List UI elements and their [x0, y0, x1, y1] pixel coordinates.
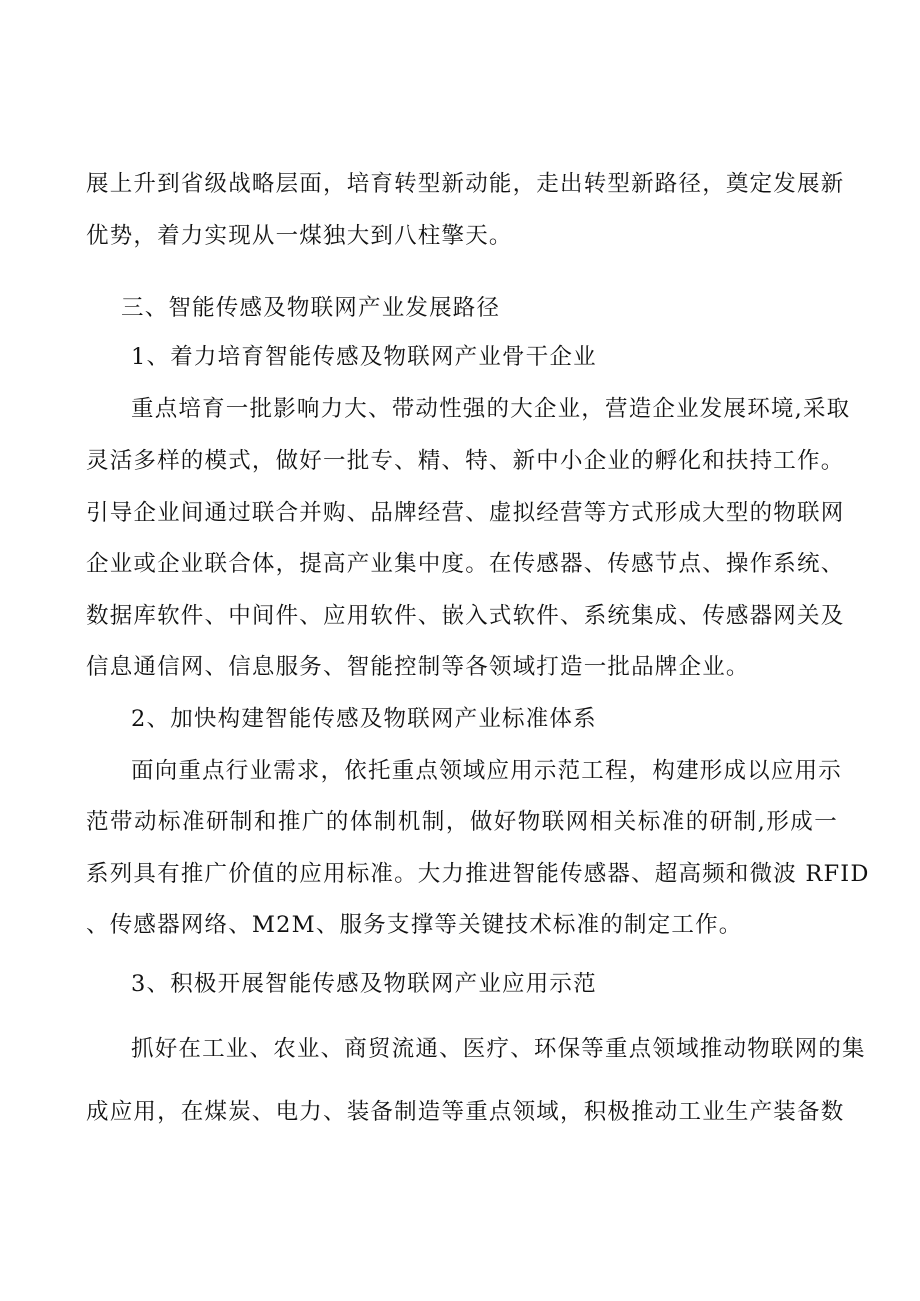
- paragraph-line: 灵活多样的模式，做好一批专、精、特、新中小企业的孵化和扶持工作。: [86, 448, 845, 474]
- paragraph-line: 数据库软件、中间件、应用软件、嵌入式软件、系统集成、传感器网关及: [86, 603, 845, 629]
- paragraph-line: 展上升到省级战略层面，培育转型新动能，走出转型新路径，奠定发展新: [86, 171, 845, 197]
- subsection-heading: 2、加快构建智能传感及物联网产业标准体系: [131, 706, 597, 732]
- paragraph-line: 系列具有推广价值的应用标准。大力推进智能传感器、超高频和微波 RFID: [86, 861, 870, 887]
- paragraph-line: 企业或企业联合体，提高产业集中度。在传感器、传感节点、操作系统、: [86, 551, 845, 577]
- paragraph-line: 引导企业间通过联合并购、品牌经营、虚拟经营等方式形成大型的物联网: [86, 500, 845, 526]
- paragraph-line: 抓好在工业、农业、商贸流通、医疗、环保等重点领域推动物联网的集: [131, 1036, 866, 1062]
- paragraph-line: 成应用，在煤炭、电力、装备制造等重点领域，积极推动工业生产装备数: [86, 1099, 845, 1125]
- paragraph-line: 、传感器网络、M2M、服务支撑等关键技术标准的制定工作。: [86, 912, 743, 938]
- paragraph-line: 优势，着力实现从一煤独大到八柱擎天。: [86, 223, 513, 249]
- section-heading: 三、智能传感及物联网产业发展路径: [121, 295, 501, 321]
- paragraph-line: 信息通信网、信息服务、智能控制等各领域打造一批品牌企业。: [86, 654, 750, 680]
- paragraph-line: 范带动标准研制和推广的体制机制，做好物联网相关标准的研制,形成一: [86, 809, 838, 835]
- subsection-heading: 3、积极开展智能传感及物联网产业应用示范: [131, 971, 597, 997]
- subsection-heading: 1、着力培育智能传感及物联网产业骨干企业: [131, 344, 597, 370]
- paragraph-line: 面向重点行业需求，依托重点领域应用示范工程，构建形成以应用示: [131, 758, 843, 784]
- paragraph-line: 重点培育一批影响力大、带动性强的大企业，营造企业发展环境,采取: [131, 396, 851, 422]
